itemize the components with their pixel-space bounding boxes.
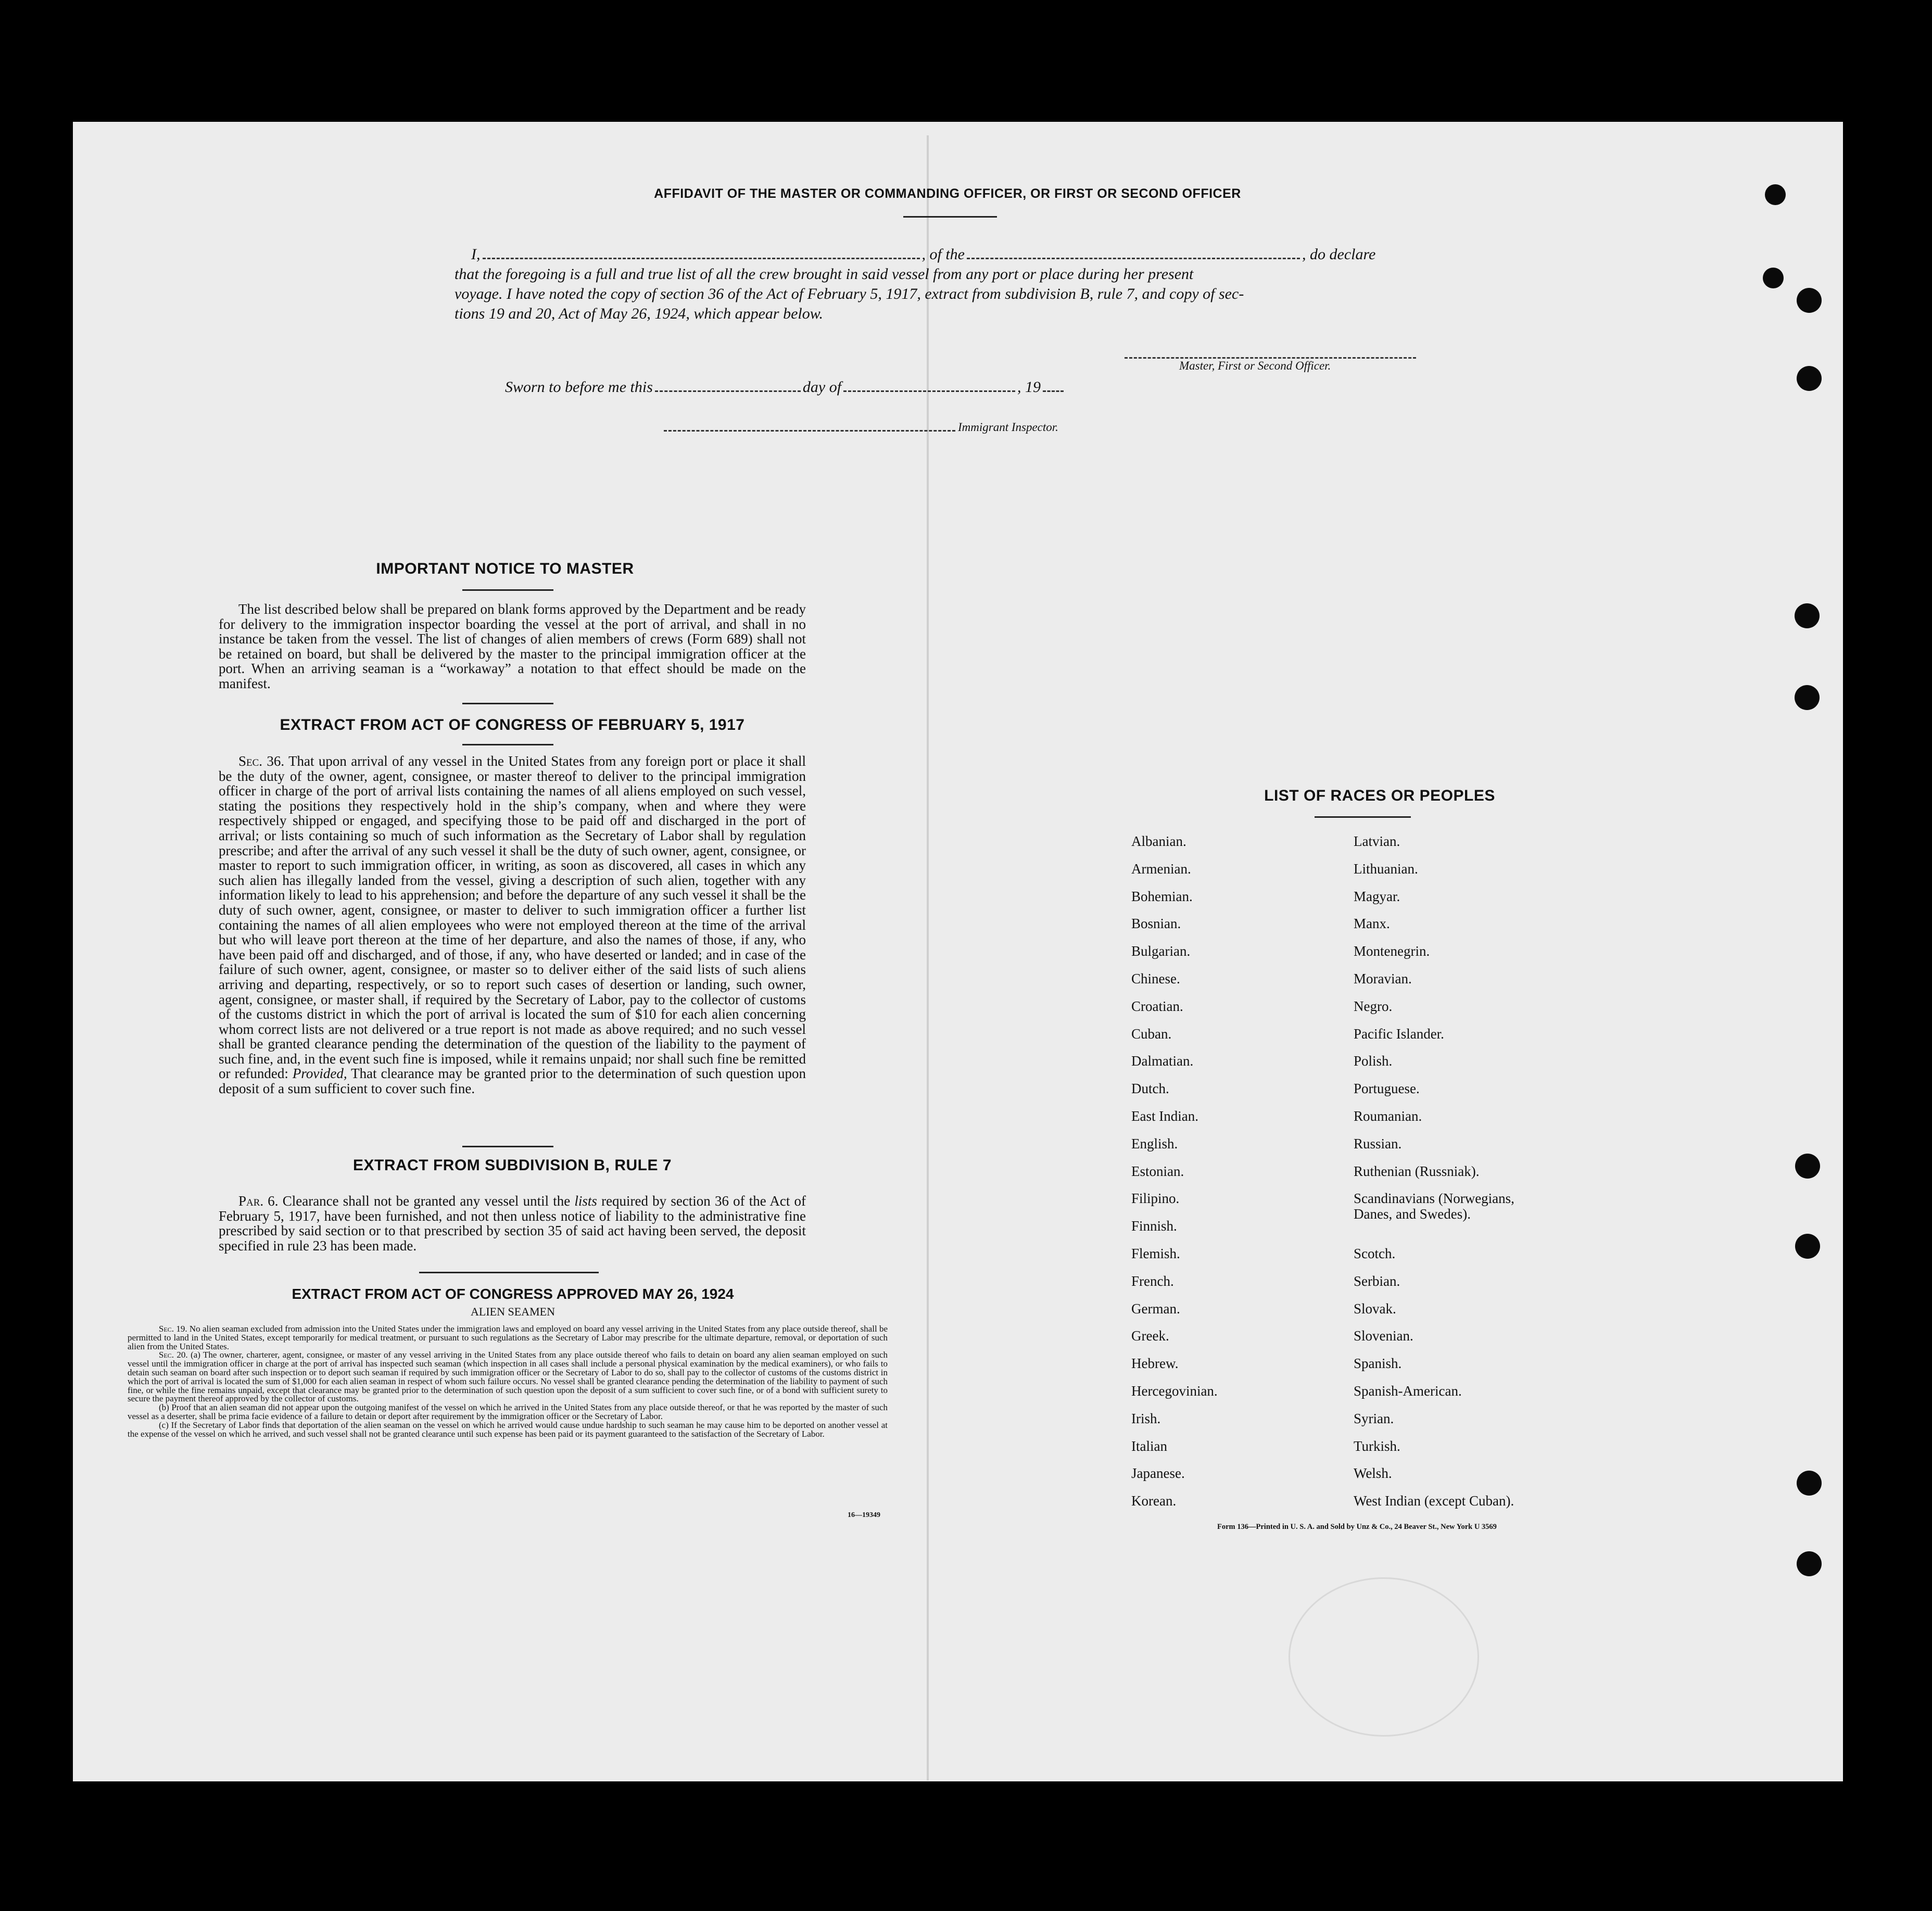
- race-item: Magyar.: [1354, 888, 1400, 904]
- race-item: Serbian.: [1354, 1273, 1400, 1289]
- divider: [462, 589, 553, 591]
- faded-seal: [1289, 1577, 1479, 1737]
- race-item: Estonian.: [1131, 1163, 1184, 1179]
- race-item: Bohemian.: [1131, 888, 1193, 904]
- race-item: Turkish.: [1354, 1438, 1400, 1454]
- punch-hole: [1763, 268, 1784, 288]
- declaration-line: voyage. I have noted the copy of section 36 of the Act of February 5, 1917, extract from subdivision B, rule 7, and copy of sec-: [454, 285, 1244, 302]
- rule7-text-b: required by section 36 of the Act of February 5, 1917, have been furnished, and not then unless notice of liability to the administrative fine prescribed by said section or to that prescribed by section 35 of said act having been served, the deposit specified in rule 23 has been made.: [219, 1193, 806, 1254]
- vessel-blank[interactable]: [967, 258, 1300, 259]
- punch-hole: [1795, 685, 1820, 710]
- race-item: Croatian.: [1131, 998, 1183, 1014]
- race-item: Negro.: [1354, 998, 1393, 1014]
- alien-seamen-subtitle: ALIEN SEAMEN: [471, 1305, 555, 1318]
- race-item: Scotch.: [1354, 1246, 1396, 1261]
- declaration-line: that the foregoing is a full and true list of all the crew brought in said vessel from any port or place during her present: [454, 265, 1194, 283]
- punch-hole: [1795, 603, 1820, 628]
- race-item: Korean.: [1131, 1493, 1177, 1509]
- sec19-label: Sec. 19.: [159, 1324, 187, 1334]
- sec20a-text: (a) The owner, charterer, agent, consignee, or master of any vessel arriving in the United States from any place outside thereof who fails to detain on board any alien seaman employed on such vessel until the immigration officer in charge at the port of arrival has inspected such seaman (which inspection in all cases shall include a personal physical examination by the medical examiners), or who fails to detain such seaman on board after such inspection or to deport such seaman if required by such immigration officer or the Secretary of Labor to do so, shall pay to the collector of customs of the customs district in which the port of arrival is located the sum of $1,000 for each alien seaman in respect of whom such failure occurs. No vessel shall be granted clearance pending the determination of the liability to payment of such fine, or while the fine remains unpaid, except that clearance may be granted prior to the determination of such question upon the deposit of a sum sufficient to cover such fine, or of a bond with sufficient surety to secure the payment thereof approved by the collector of customs.: [128, 1350, 888, 1404]
- race-item: French.: [1131, 1273, 1174, 1289]
- of-the-label: , of the: [921, 246, 965, 263]
- race-item: Welsh.: [1354, 1465, 1392, 1482]
- race-item: Spanish.: [1354, 1356, 1402, 1372]
- race-item: Slovenian.: [1354, 1328, 1413, 1344]
- notice-title: IMPORTANT NOTICE TO MASTER: [376, 560, 634, 577]
- divider: [462, 1146, 553, 1147]
- year-blank[interactable]: [1043, 390, 1064, 392]
- rule7-title: EXTRACT FROM SUBDIVISION B, RULE 7: [352, 1157, 672, 1174]
- race-item: Ruthenian (Russniak).: [1354, 1163, 1480, 1179]
- month-blank[interactable]: [843, 390, 1015, 392]
- extract-1924-title: EXTRACT FROM ACT OF CONGRESS APPROVED MAY 26, 1924: [292, 1286, 734, 1302]
- races-title: LIST OF RACES OR PEOPLES: [1264, 787, 1495, 804]
- race-item: Hebrew.: [1131, 1356, 1179, 1372]
- race-item: Italian: [1131, 1438, 1167, 1454]
- affidavit-title: AFFIDAVIT OF THE MASTER OR COMMANDING OFFICER, OR FIRST OR SECOND OFFICER: [654, 186, 1241, 201]
- sec36-text: That upon arrival of any vessel in the United States from any foreign port or place it shall be the duty of the owner, agent, consignee, or master thereof to deliver to the principal immigration officer in charge of the port of arrival lists containing the names of all aliens employed on such vessel, stating the positions they respectively hold in the ship’s company, when and where they were respectively shipped or engaged, and specifying those to be paid off and discharged in the port of arrival; or lists containing so much of such information as the Secretary of Labor shall by regulation prescribe; and after the arrival of any such vessel it shall be the duty of such owner, agent, consignee, or master to report to such immigration officer, in writing, as soon as discovered, all cases in which any such alien has illegally landed from the vessel, giving a description of such alien, together with any information likely to lead to his apprehension; and before the departure of any such vessel it shall be the duty of such owner, agent, consignee, or master to deliver to such immigration officer a further list containing the names of all alien employees who were not employed thereon at the time of the arrival but who will leave port thereon at the time of her departure, and also the names of those, if any, who have been paid off and discharged, and of those, if any, who have deserted or landed; and in case of the failure of such owner, agent, consignee, or master so to deliver either of the said lists of such aliens arriving and departing, respectively, or so to report such cases of desertion or landing, such owner, agent, consignee, or master shall, if required by the Secretary of Labor, pay to the collector of customs of the customs district in which the port of arrival is located the sum of $10 for each alien concerning whom correct lists are not delivered or a true report is not made as above required; and no such vessel shall be granted clearance pending the determination of the question of the liability to the payment of such fine, and, in the event such fine is imposed, while it remains unpaid; nor shall such fine be remitted or refunded:: [219, 753, 806, 1082]
- race-item: Finnish.: [1131, 1218, 1177, 1234]
- punch-hole: [1795, 1154, 1820, 1179]
- sec20-label: Sec. 20.: [159, 1350, 188, 1360]
- name-blank[interactable]: [483, 258, 920, 259]
- punch-hole: [1765, 184, 1786, 205]
- race-item: Bosnian.: [1131, 916, 1181, 932]
- race-item: German.: [1131, 1300, 1180, 1317]
- extract-1924-text: [128, 1325, 888, 1438]
- divider: [1315, 816, 1411, 818]
- race-item: West Indian (except Cuban).: [1354, 1493, 1514, 1509]
- race-item: East Indian.: [1131, 1108, 1198, 1124]
- affidavit-i-label: I,: [471, 246, 481, 263]
- race-item: Montenegrin.: [1354, 943, 1430, 959]
- race-item: Portuguese.: [1354, 1081, 1420, 1097]
- master-signature-label: Master, First or Second Officer.: [1179, 359, 1331, 372]
- extract-1917-text: [219, 754, 806, 1096]
- race-item: Roumanian.: [1354, 1108, 1422, 1124]
- race-item: Filipino.: [1131, 1191, 1180, 1207]
- race-item: Lithuanian.: [1354, 860, 1418, 877]
- par6-label: Par. 6.: [238, 1193, 279, 1209]
- notice-text: The list described below shall be prepared on blank forms approved by the Department and be ready for delivery to the immigration inspector boarding the vessel at the port of arrival, and shall in no instance be taken from the vessel. The list of changes of alien members of crews (Form 689) shall not be retained on board, but shall be delivered by the master to the principal immigration officer at the port. When an arriving seaman is a “workaway” a notation to that effect should be made on the manifest.: [219, 601, 806, 691]
- form-code: 16—19349: [848, 1511, 880, 1519]
- race-item: Armenian.: [1131, 860, 1191, 877]
- affidavit-declaration: [454, 245, 1444, 324]
- race-item: Pacific Islander.: [1354, 1026, 1444, 1042]
- lists-word: lists: [574, 1193, 597, 1209]
- race-item: Greek.: [1131, 1328, 1169, 1344]
- race-item: Moravian.: [1354, 971, 1412, 986]
- extract-1917-title: EXTRACT FROM ACT OF CONGRESS OF FEBRUARY 5, 1917: [280, 716, 745, 733]
- race-item: Syrian.: [1354, 1410, 1394, 1426]
- divider: [903, 216, 997, 218]
- punch-hole: [1797, 288, 1822, 313]
- race-item: Hercegovinian.: [1131, 1383, 1218, 1399]
- punch-hole: [1797, 1471, 1822, 1496]
- inspector-signature-line[interactable]: [664, 430, 955, 432]
- sec36-text-end: That clearance may be granted prior to the determination of such question upon deposit of a sum sufficient to cover such fine.: [219, 1066, 806, 1097]
- punch-hole: [1797, 1551, 1822, 1576]
- divider: [419, 1272, 599, 1273]
- sec20c-text: (c) If the Secretary of Labor finds that deportation of the alien seaman on the vessel on which he arrived would cause undue hardship to such seaman he may cause him to be deported on another vessel at the expense of the vessel on which he arrived, and such vessel shall not be granted clearance until such expense has been paid or its payment guaranteed to the satisfaction of the Secretary of Labor.: [128, 1420, 888, 1439]
- race-item: Russian.: [1354, 1135, 1402, 1151]
- race-item: Dalmatian.: [1131, 1053, 1194, 1069]
- sworn-line: [505, 378, 1066, 396]
- race-item: Chinese.: [1131, 971, 1180, 986]
- declaration-line: tions 19 and 20, Act of May 26, 1924, which appear below.: [454, 305, 824, 322]
- sec36-label: Sec. 36.: [238, 753, 285, 769]
- rule7-text-a: Clearance shall not be granted any vessel until the: [282, 1193, 571, 1209]
- punch-hole: [1797, 366, 1822, 391]
- sworn-label: Sworn to before me this: [505, 378, 653, 396]
- race-item: Cuban.: [1131, 1026, 1172, 1042]
- race-item: Bulgarian.: [1131, 943, 1191, 959]
- race-item: English.: [1131, 1135, 1178, 1151]
- sec20b-text: (b) Proof that an alien seaman did not appear upon the outgoing manifest of the vessel on which he arrived in the United States from any place outside thereof, or that he was reported by the master of such vessel as a deserter, shall be prima facie evidence of a failure to detain or deport after requirement by the immigration officer or the Secretary of Labor.: [128, 1402, 888, 1421]
- race-item: Polish.: [1354, 1053, 1393, 1069]
- race-item: Flemish.: [1131, 1246, 1180, 1261]
- provided-label: Provided,: [292, 1066, 347, 1082]
- sec19-text: No alien seaman excluded from admission into the United States under the immigration laws and employed on board any vessel arriving in the United States from any place outside thereof, shall be permitted to land in the United States, except temporarily for medical treatment, or pursuant to such regulations as the Secretary of Labor may prescribe for the ultimate departure, removal, or deportation of such alien from the United States.: [128, 1324, 888, 1351]
- race-item: Slovak.: [1354, 1300, 1396, 1317]
- master-signature-line[interactable]: [1125, 357, 1416, 359]
- race-item: Manx.: [1354, 916, 1390, 932]
- race-item: Spanish-American.: [1354, 1383, 1462, 1399]
- race-item: Latvian.: [1354, 833, 1400, 849]
- day-of-label: day of: [802, 378, 842, 396]
- divider: [462, 744, 553, 745]
- divider: [462, 703, 553, 704]
- inspector-label: Immigrant Inspector.: [958, 421, 1058, 434]
- race-item: Dutch.: [1131, 1081, 1169, 1097]
- race-item: Scandinavians (Norwegians, Danes, and Swedes).: [1354, 1191, 1514, 1222]
- declare-label: , do declare: [1302, 246, 1376, 263]
- rule7-text: [219, 1194, 806, 1253]
- race-item: Japanese.: [1131, 1465, 1185, 1482]
- punch-hole: [1795, 1234, 1820, 1259]
- year-label: , 19: [1017, 378, 1041, 396]
- race-item: Irish.: [1131, 1410, 1161, 1426]
- form-footer: Form 136—Printed in U. S. A. and Sold by Unz & Co., 24 Beaver St., New York U 3569: [1217, 1523, 1497, 1531]
- race-item: Albanian.: [1131, 833, 1186, 849]
- day-blank[interactable]: [655, 390, 801, 392]
